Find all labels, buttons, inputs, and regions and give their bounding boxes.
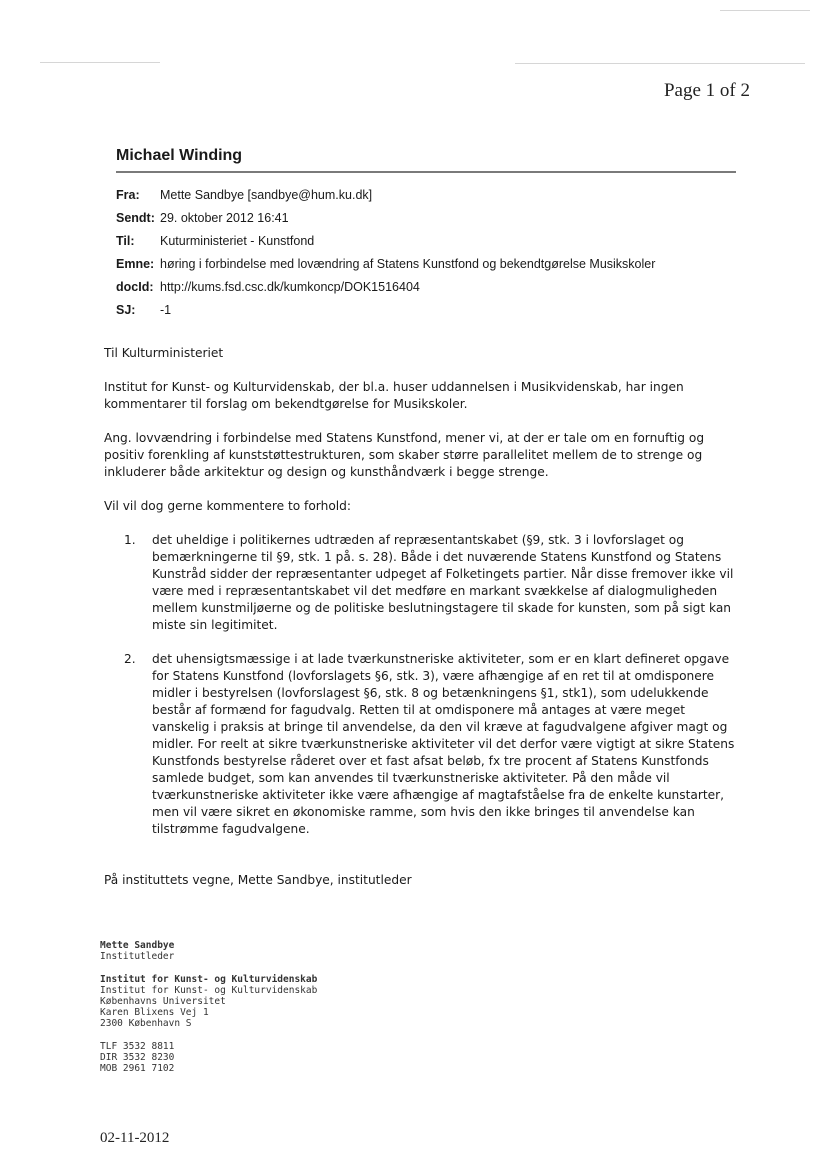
- signature-phones: [100, 1041, 317, 1074]
- header-label: docId:: [116, 279, 154, 294]
- header-value: -1: [160, 302, 172, 317]
- header-label: Til:: [116, 233, 135, 248]
- list-item: [124, 651, 744, 838]
- header-row-subject: [116, 252, 655, 275]
- address-line: 2300 København S: [100, 1018, 192, 1029]
- header-row-to: [116, 229, 655, 252]
- list-number: 1.: [124, 533, 136, 547]
- list-text: det uhensigtsmæssige i at lade tværkunstneriske aktiviteter, som er en klart defineret opgave for Statens Kunstfond (lovforslagets §6, stk. 3), være afhængige af en ret til at omdisponere midler i bestyrelsen (lovforslagest §6, stk. 8 og betænkningens §1, stk1), som udelukkende består af formænd for fagudvalg. Retten til at omdisponere må antages at være meget vanskelig i praksis at bringe til anvendelse, da den vil kræve at fagudvalgene afgiver magt og midler. For reelt at sikre tværkunstneriske aktiviteter vil det derfor være vigtigt at sikre Statens Kunstfonds bestyrelse råderet over et fast afsat beløb, fx tre procent af Statens Kunstfonds samlede budget, som kan anvendes til tværkunstneriske aktiviteter. På den måde vil tværkunstneriske aktiviteter ikke være afhængige af magtafståelse fra de enkelte kunstarter, men vil være sikret en økonomiske ramme, som hvis den ikke bringes til anvendelse kan tilstrømme fagudvalgene.: [152, 652, 735, 836]
- salutation: Til Kulturministeriet: [104, 346, 224, 360]
- scan-artifact-line: [515, 63, 805, 64]
- address-line: Karen Blixens Vej 1: [100, 1007, 209, 1018]
- date-stamp: 02-11-2012: [100, 1130, 170, 1146]
- header-value: 29. oktober 2012 16:41: [160, 210, 289, 225]
- header-label: Emne:: [116, 256, 155, 271]
- list-text: det uheldige i politikernes udtræden af repræsentantskabet (§9, stk. 3 i lovforslaget og bemærkningerne til §9, stk. 1 på. s. 28). Både i det nuværende Statens Kunstfond og Statens Kunstråd sidder der repræsentanter udpeget af Folketingets partier. Når disse fremover ikke vil være med i repræsentantskabet vil det medføre en markant svækkelse af dialogmuligheden mellem kunstmiljøerne og de politiske beslutningstagere til skade for kunsten, som på sigt kan miste sin legitimitet.: [152, 533, 734, 632]
- header-row-sent: [116, 206, 655, 229]
- header-value: Mette Sandbye [sandbye@hum.ku.dk]: [160, 187, 373, 202]
- address-line: Institut for Kunst- og Kulturvidenskab: [100, 985, 318, 996]
- phone-line: MOB 2961 7102: [100, 1063, 175, 1074]
- letter-body: [104, 345, 744, 906]
- signature-institute: Institut for Kunst- og Kulturvidenskab: [100, 974, 318, 985]
- signature-title: Institutleder: [100, 951, 175, 962]
- paragraph: Vil vil dog gerne kommentere to forhold:: [104, 499, 352, 513]
- paragraph: Institut for Kunst- og Kulturvidenskab, der bl.a. huser uddannelsen i Musikvidenskab, har ingen kommentarer til forslag om bekendtgørelse for Musikskoler.: [104, 380, 684, 411]
- header-row-from: [116, 183, 655, 206]
- list-item: [124, 532, 744, 634]
- signature-person: [100, 940, 317, 962]
- phone-line: DIR 3532 8230: [100, 1052, 175, 1063]
- phone-line: TLF 3532 8811: [100, 1041, 175, 1052]
- header-divider: [116, 171, 736, 173]
- sender-name: Michael Winding: [116, 147, 243, 164]
- header-value: http://kums.fsd.csc.dk/kumkoncp/DOK1516404: [160, 279, 420, 294]
- signature-name: Mette Sandbye: [100, 940, 175, 951]
- header-label: SJ:: [116, 302, 136, 317]
- header-value: Kuturministeriet - Kunstfond: [160, 233, 315, 248]
- signature-address: [100, 974, 317, 1029]
- header-value: høring i forbindelse med lovændring af Statens Kunstfond og bekendtgørelse Musikskoler: [160, 256, 656, 271]
- header-label: Fra:: [116, 187, 140, 202]
- page-number: Page 1 of 2: [663, 80, 750, 101]
- scan-artifact-line: [720, 10, 810, 11]
- header-row-sj: [116, 298, 655, 321]
- numbered-list: [124, 532, 744, 838]
- email-header-fields: [116, 183, 655, 321]
- address-line: Københavns Universitet: [100, 996, 226, 1007]
- list-number: 2.: [124, 652, 136, 666]
- header-row-docid: [116, 275, 655, 298]
- paragraph: Ang. lovvændring i forbindelse med Statens Kunstfond, mener vi, at der er tale om en fornuftig og positiv forenkling af kunststøttestrukturen, som skaber større parallelitet mellem de to strenge og inkluderer både arkitektur og design og kunsthåndværk i begge strenge.: [104, 431, 705, 479]
- closing-line: På instituttets vegne, Mette Sandbye, institutleder: [104, 873, 412, 887]
- header-label: Sendt:: [116, 210, 155, 225]
- email-signature: [100, 940, 317, 1086]
- scan-artifact-line: [40, 62, 160, 63]
